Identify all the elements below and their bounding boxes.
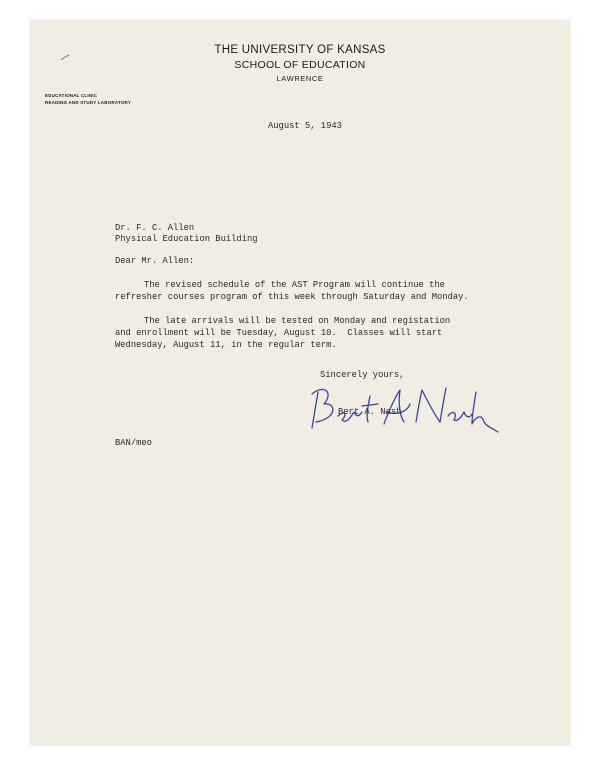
handwritten-signature bbox=[300, 372, 500, 434]
letterhead-university: THE UNIVERSITY OF KANSAS bbox=[214, 44, 386, 56]
recipient-name: Dr. F. C. Allen bbox=[115, 223, 195, 233]
closing: Sincerely yours, bbox=[320, 370, 405, 380]
letterhead-city: LAWRENCE bbox=[276, 74, 324, 83]
paragraph-2-line-1: The late arrivals will be tested on Monday and registation bbox=[144, 316, 451, 326]
paragraph-2-line-3: Wednesday, August 11, in the regular term. bbox=[115, 340, 337, 350]
letter-date: August 5, 1943 bbox=[268, 121, 342, 131]
department-line-2: READING AND STUDY LABORATORY bbox=[45, 100, 132, 105]
salutation: Dear Mr. Allen: bbox=[115, 256, 195, 266]
recipient-address: Physical Education Building bbox=[115, 234, 258, 244]
letterhead-school: SCHOOL OF EDUCATION bbox=[234, 59, 366, 71]
letter-page bbox=[30, 20, 570, 745]
signer-name: Bert A. Nash bbox=[338, 407, 402, 417]
paragraph-1-line-2: refresher courses program of this week through Saturday and Monday. bbox=[115, 292, 469, 302]
department-line-1: EDUCATIONAL CLINIC bbox=[45, 93, 98, 98]
reference-initials: BAN/meo bbox=[115, 438, 152, 448]
paragraph-1-line-1: The revised schedule of the AST Program will continue the bbox=[144, 280, 445, 290]
paragraph-2-line-2: and enrollment will be Tuesday, August 10. Classes will start bbox=[115, 328, 443, 338]
